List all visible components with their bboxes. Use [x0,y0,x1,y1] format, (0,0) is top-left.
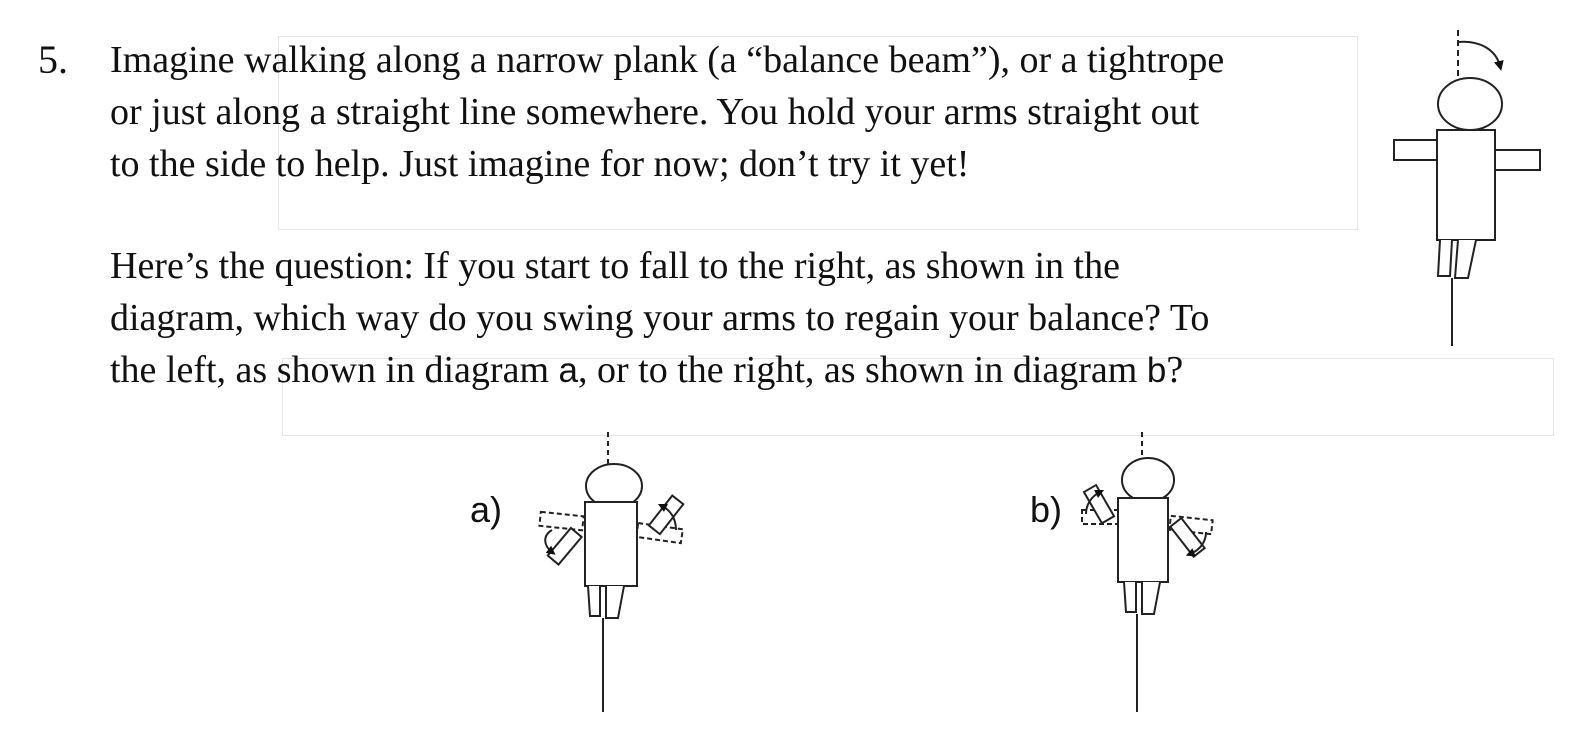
figure-right-arm [1170,518,1204,557]
left-arm-swing-arrow-icon [545,530,552,552]
paragraph-line [110,344,1400,397]
figure-left-arm [1394,140,1437,160]
question-paragraph-2 [110,240,1400,397]
figure-body [1118,498,1168,582]
question-number: 5. [38,37,68,82]
figure-right-leg [1142,582,1160,614]
text-run: the left, as shown in diagram [110,349,559,391]
original-left-arm-outline [539,512,583,530]
figure-body [585,502,637,586]
figure-right-leg [606,586,624,618]
paragraph-line: or just along a straight line somewhere. You hold your arms straight out [110,91,1200,133]
diagram-a-reference: a [558,351,578,390]
figure-body [1437,130,1495,240]
paragraph-line: Here’s the question: If you start to fall to the right, as shown in the [110,245,1120,287]
diagram-a-figure [460,430,720,720]
text-run: ? [1166,349,1184,391]
paragraph-line: diagram, which way do you swing your arms to regain your balance? To [110,297,1210,339]
diagram-b-reference: b [1146,351,1167,390]
figure-head [1438,78,1502,130]
diagram-b-figure [1020,430,1280,720]
figure-left-leg [1124,582,1136,612]
figure-left-arm [548,528,582,565]
paragraph-line: to the side to help. Just imagine for now; don’t try it yet! [110,143,970,185]
figure-head [1122,458,1174,502]
diagram-b-label: b) [1030,489,1063,530]
question-paragraph-1 [110,34,1400,190]
fall-direction-arrow-icon [1458,42,1500,66]
figure-right-arm [1495,150,1540,170]
paragraph-line: Imagine walking along a narrow plank (a “balance beam”), or a tightrope [110,39,1225,81]
figure-left-leg [1438,240,1452,276]
figure-right-leg [1455,240,1476,278]
falling-person-figure [1400,28,1560,348]
text-run: , or to the right, as shown in diagram [577,349,1147,391]
figure-left-leg [588,586,600,616]
diagram-a-label: a) [470,489,503,530]
